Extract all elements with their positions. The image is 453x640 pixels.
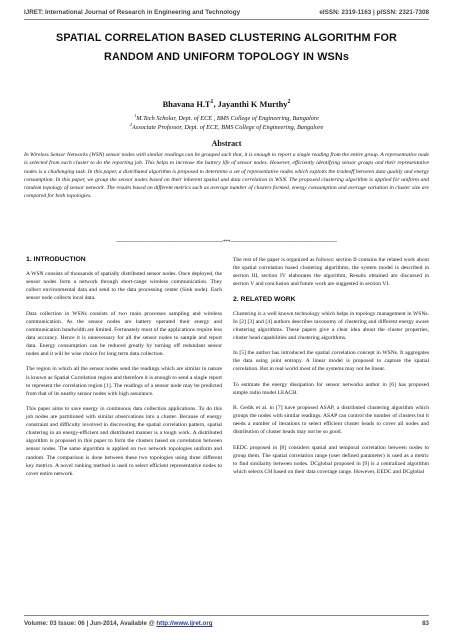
authors [24,100,429,109]
abstract-heading: Abstract [211,139,242,148]
paper-title [24,29,429,67]
intro-paragraph-3: The region in which all the sensor nodes send the readings which are similar in nature is known as Spatial Correlation region and therefore it is enough to send a single report to represent the correlation region [1]. The readings of a sensor node may be predicted from that of its nearby sensor nodes with high assurance. [26,366,222,397]
footer-rule [24,615,429,616]
related-paragraph-5: EEDC proposed in [8] considers spatial and temporal correlation between nodes to group them. The spatial correlation range (user defined parameter) is used as a metric to find similarity between nodes. DCglobal proposed in [9] is a centralized algorithm which selects CH based on their data coverage range. However, EEDC and DCglobal [233,444,429,475]
heading-related-work: 2. RELATED WORK [233,295,296,303]
left-column [26,256,222,485]
affil-2-sup: 2 [129,121,132,127]
volume-info [24,620,213,627]
page-number: 83 [422,620,429,627]
affiliation-2 [24,123,429,132]
related-paragraph-4: B. Gedik et al. in [7] have proposed ASAP, a distributed clustering algorithm which groups the nodes with similar readings. ASAP can control the number of clusters but it needs a number of iterations to select efficient cluster heads to cover all nodes and distribution of cluster heads may not be so good. [233,405,429,436]
affil-2-text: Associate Professor, Dept. of ECE, BMS College of Engineering, Bangalore [131,124,324,131]
affiliations [24,114,429,132]
author-2: Jayanthi K Murthy [217,100,288,109]
intro-paragraph-5: The rest of the paper is organized as follows: section II contains the related work about the spatial correlation based clustering algorithms, the system model is described in section III, section IV elaborates the algorithm, Results obtained are discussed in section V and conclusion and future work are suggested in section VI. [233,257,429,288]
section-separator: ---------------------------------------------------------------------***--------------------------------------------------------------------- [116,239,337,245]
affiliation-1 [24,114,429,123]
related-paragraph-2: In [5] the author has introduced the spatial correlation concept in WSNs. It aggregates the data using joint entropy. A linear model is proposed to capture the spatial correlation. But in real world most of the systems may not be linear. [233,350,429,373]
volume-text: Volume: 03 Issue: 06 | Jun-2014, Available @ [24,620,157,627]
affil-1-sup: 1 [134,112,137,118]
title-line-1: SPATIAL CORRELATION BASED CLUSTERING ALGORITHM FOR [56,32,397,44]
running-footer [24,620,429,627]
issn: eISSN: 2319-1163 | pISSN: 2321-7308 [319,9,429,16]
author-1-sup: 1 [210,99,214,106]
abstract-text: In Wireless Sensor Networks (WSN) sensor nodes with similar readings can be grouped such that, it is enough to report a single reading from the entire group. A representative node is selected from each cluster to do the reporting job. This helps to increase the battery life of sensor nodes. However, efficiently identifying sensor groups and their representative nodes is a challenging task. In this paper, a distributed algorithm is proposed to determine a set of representative nodes which exploits the tradeoff between data quality and energy consumption. In this paper, we group the sensor nodes based on their inherent spatial and data correlation in WSN. The proposed clustering algorithm is applied for uniform and random topology of sensor network. The results based on different metrics such as average number of clusters formed, energy consumption and average variation in cluster size are compared for both topologies. [24,152,429,200]
intro-paragraph-4: This paper aims to save energy in continuous data collection applications. To do this job nodes are partitioned with similar observations into a cluster. Because of energy constraint and difficulty involved in discovering the spatial correlation pattern, spatial clustering in an energy-efficient and distributed manner is a tough work. A distributed algorithm is proposed in this paper to form the clusters based on correlation between sensor nodes. The same algorithm is applied on two network topologies uniform and random. The comparison is done between these two topologies using three different key metrics. A novel ranking method is used to select efficient representative nodes to cover entire network. [26,405,222,477]
journal-link[interactable]: http://www.ijret.org [156,620,213,627]
right-column [233,256,429,483]
author-2-sup: 2 [287,99,291,106]
author-1: Bhavana H.T [162,100,211,109]
related-paragraph-3: To estimate the energy dissipation for sensor networks author in [6] has proposed simple radio model LEACH. [233,381,429,396]
intro-paragraph-1: A WSN consists of thousands of spatially distributed sensor nodes. Once deployed, the sensor nodes form a network through short-range wireless communication. They collect environmental data and send to the data processing center (Sink node). Each sensor node collects local data. [26,271,222,302]
header-rule [24,19,429,20]
heading-introduction: 1. INTRODUCTION [26,256,86,263]
running-header [24,9,429,16]
author-separator: , [213,100,218,109]
related-paragraph-1: Clustering is a well known technology which helps in topology management in WSNs. In [2] [3] and [4] authors describes taxonomy of clustering and different energy aware clustering algorithms. These papers give a clear idea about the cluster properties, cluster head capabilities and clustering algorithms. [233,310,429,341]
affil-1-text: M.Tech Scholar, Dept. of ECE , BMS College of Engineering, Bangalore [136,115,319,122]
intro-paragraph-2: Data collection in WSNs consists of two main processes sampling and wireless communication. As the sensor nodes are battery operated their energy and communication bandwidth are limited. Fortunately most of the applications require less data accuracy. Hence it is unnecessary for all the sensor nodes to sample and report data. Energy consumption can be reduced greatly by turning off redundant sensor nodes and it will be wise choice for long term data collection. [26,310,222,358]
journal-name: IJRET: International Journal of Research in Engineering and Technology [24,9,241,16]
title-line-2: RANDOM AND UNIFORM TOPOLOGY IN WSNs [104,51,349,63]
